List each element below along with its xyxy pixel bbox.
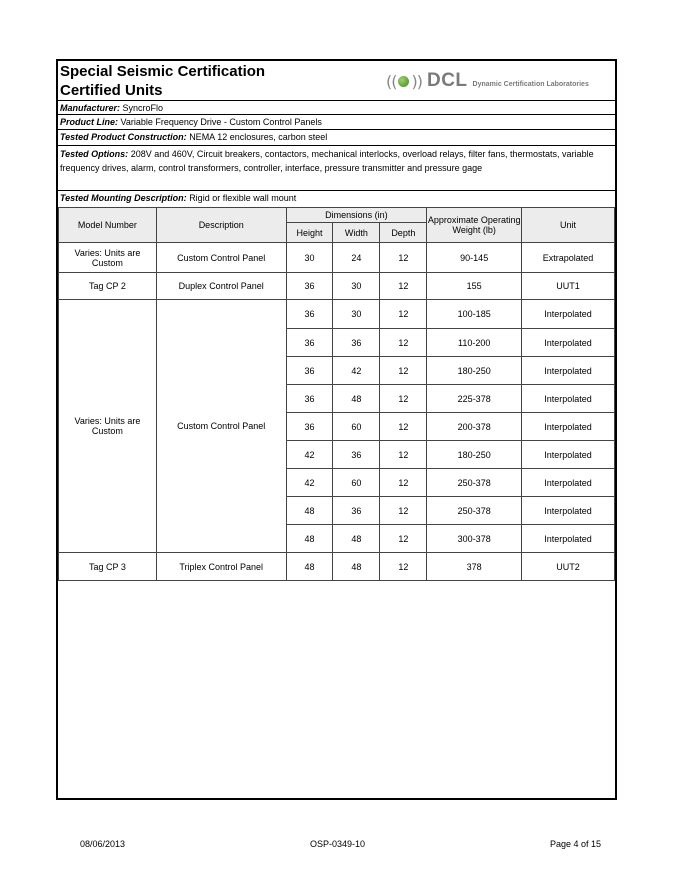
cell-unit: Interpolated	[522, 385, 615, 413]
cell-unit: Interpolated	[522, 525, 615, 553]
logo-subtitle: Dynamic Certification Laboratories	[472, 80, 589, 88]
cell-height: 42	[286, 469, 333, 497]
table-row	[59, 273, 615, 300]
cell-width: 60	[333, 469, 380, 497]
cell-weight: 180-250	[427, 441, 522, 469]
title-line-2: Certified Units	[60, 82, 163, 99]
cell-weight: 110-200	[427, 329, 522, 357]
title-line-1: Special Seismic Certification	[60, 63, 266, 80]
cell-width: 36	[333, 497, 380, 525]
cell-depth: 12	[380, 273, 427, 300]
cell-depth: 12	[380, 525, 427, 553]
header-weight: Approximate Operating Weight (lb)	[427, 208, 522, 243]
cell-depth: 12	[380, 469, 427, 497]
cell-unit: Interpolated	[522, 469, 615, 497]
header-height: Height	[286, 223, 333, 243]
header-dimensions: Dimensions (in)	[286, 208, 427, 223]
cell-depth: 12	[380, 300, 427, 329]
footer-page-number: Page 4 of 15	[550, 839, 602, 849]
logo-wave-right: ))	[411, 71, 422, 91]
header-unit: Unit	[522, 208, 615, 243]
cell-depth: 12	[380, 357, 427, 385]
cell-weight: 200-378	[427, 413, 522, 441]
header-width: Width	[333, 223, 380, 243]
cell-height: 48	[286, 525, 333, 553]
table-row	[59, 243, 615, 273]
construction-value: NEMA 12 enclosures, carbon steel	[189, 132, 328, 142]
construction-label: Tested Product Construction:	[60, 132, 187, 142]
cell-width: 36	[333, 329, 380, 357]
manufacturer-value: SyncroFlo	[122, 103, 164, 113]
cell-model: Tag CP 3	[59, 553, 157, 581]
cell-description: Custom Control Panel	[156, 300, 286, 553]
manufacturer-row	[58, 100, 615, 115]
dcl-logo	[386, 70, 589, 92]
cell-description: Duplex Control Panel	[156, 273, 286, 300]
cell-weight: 155	[427, 273, 522, 300]
options-row	[58, 145, 615, 176]
header-depth: Depth	[380, 223, 427, 243]
cell-weight: 300-378	[427, 525, 522, 553]
cell-weight: 225-378	[427, 385, 522, 413]
cell-weight: 180-250	[427, 357, 522, 385]
options-value: 208V and 460V, Circuit breakers, contactors, mechanical interlocks, overload relays, filter fans, thermostats, variable frequency drives, alarm, control transformers, controller, interface, pressure transmitter and pressure gage	[60, 149, 594, 173]
cell-depth: 12	[380, 413, 427, 441]
cell-height: 36	[286, 329, 333, 357]
cell-depth: 12	[380, 329, 427, 357]
cell-unit: Interpolated	[522, 441, 615, 469]
cell-height: 36	[286, 357, 333, 385]
cell-weight: 250-378	[427, 469, 522, 497]
header-model-number: Model Number	[59, 208, 157, 243]
product-line-value: Variable Frequency Drive - Custom Control Panels	[120, 117, 322, 127]
mounting-label: Tested Mounting Description:	[60, 193, 187, 203]
cell-description: Triplex Control Panel	[156, 553, 286, 581]
logo-wave-left: ((	[386, 71, 397, 91]
cell-unit: Interpolated	[522, 413, 615, 441]
cell-height: 30	[286, 243, 333, 273]
mounting-row	[58, 190, 615, 205]
cell-depth: 12	[380, 497, 427, 525]
cell-width: 60	[333, 413, 380, 441]
cell-unit: UUT1	[522, 273, 615, 300]
cell-width: 48	[333, 385, 380, 413]
footer-doc-id: OSP-0349-10	[310, 839, 366, 849]
cell-height: 48	[286, 553, 333, 581]
cell-width: 48	[333, 525, 380, 553]
cell-height: 36	[286, 273, 333, 300]
cell-width: 42	[333, 357, 380, 385]
cell-model: Tag CP 2	[59, 273, 157, 300]
cell-unit: UUT2	[522, 553, 615, 581]
cell-model: Varies: Units are Custom	[59, 300, 157, 553]
cell-depth: 12	[380, 243, 427, 273]
cell-width: 30	[333, 300, 380, 329]
cell-depth: 12	[380, 441, 427, 469]
cell-model: Varies: Units are Custom	[59, 243, 157, 273]
cell-height: 48	[286, 497, 333, 525]
mounting-value: Rigid or flexible wall mount	[189, 193, 297, 203]
cell-height: 36	[286, 300, 333, 329]
cell-unit: Interpolated	[522, 497, 615, 525]
cell-weight: 90-145	[427, 243, 522, 273]
logo-brand: DCL	[426, 70, 468, 91]
cell-unit: Interpolated	[522, 357, 615, 385]
cell-weight: 100-185	[427, 300, 522, 329]
cell-unit: Interpolated	[522, 329, 615, 357]
page-title	[60, 62, 265, 100]
cell-width: 30	[333, 273, 380, 300]
cell-height: 42	[286, 441, 333, 469]
certified-units-table	[58, 207, 615, 581]
table-row	[59, 553, 615, 581]
construction-row	[58, 129, 615, 144]
cell-width: 36	[333, 441, 380, 469]
product-line-label: Product Line:	[60, 117, 118, 127]
header-description: Description	[156, 208, 286, 243]
cell-weight: 250-378	[427, 497, 522, 525]
cell-height: 36	[286, 413, 333, 441]
cell-description: Custom Control Panel	[156, 243, 286, 273]
cell-weight: 378	[427, 553, 522, 581]
product-line-row	[58, 114, 615, 129]
cell-width: 48	[333, 553, 380, 581]
cell-depth: 12	[380, 385, 427, 413]
manufacturer-label: Manufacturer:	[60, 103, 121, 113]
cell-depth: 12	[380, 553, 427, 581]
footer-date: 08/06/2013	[80, 839, 126, 849]
certification-frame	[56, 59, 617, 800]
cell-unit: Interpolated	[522, 300, 615, 329]
cell-width: 24	[333, 243, 380, 273]
cell-unit: Extrapolated	[522, 243, 615, 273]
globe-icon	[398, 76, 409, 87]
table-row	[59, 300, 615, 329]
options-label: Tested Options:	[60, 149, 129, 159]
cell-height: 36	[286, 385, 333, 413]
